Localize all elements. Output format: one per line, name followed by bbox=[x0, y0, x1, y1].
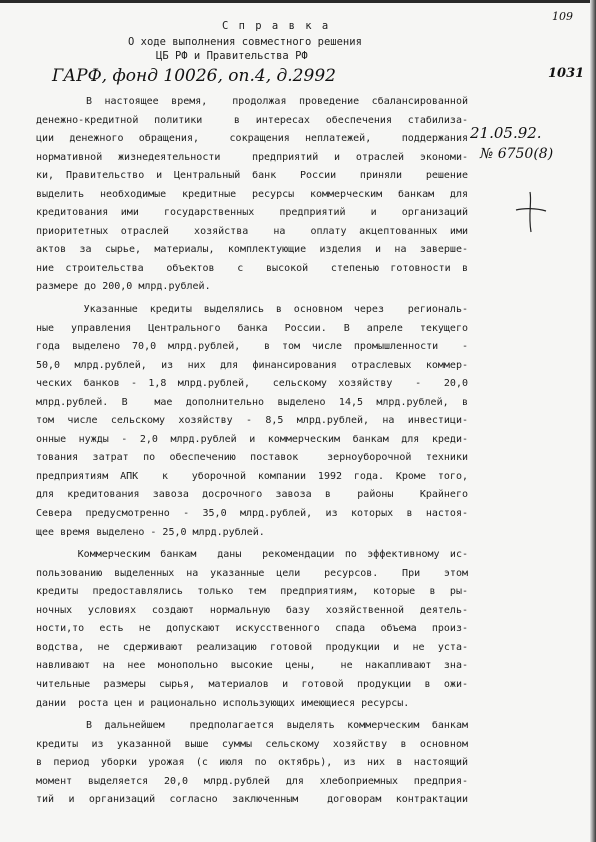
text-line: водства, не сдерживают реализацию готовой продукции и не уста- bbox=[36, 641, 468, 653]
text-line: чительные размеры сырья, материалов и готовой продукции в ожи- bbox=[36, 678, 468, 690]
text-line: денежно-кредитной политики в интересах обеспечения стабилиза- bbox=[36, 114, 468, 126]
text-line: ческих банков - 1,8 млрд.рублей, сельскому хозяйству - 20,0 bbox=[36, 378, 468, 390]
text-line: млрд.рублей. В мае дополнительно выделено 14,5 млрд.рублей, в bbox=[36, 396, 468, 408]
document-subtitle-line1: О ходе выполнения совместного решения bbox=[128, 36, 362, 48]
text-line: года выделено 70,0 млрд.рублей, в том числе промышленности - bbox=[36, 341, 468, 353]
text-line: тий и организаций согласно заключенным договорам контрактации bbox=[36, 794, 468, 806]
text-line: дании роста цен и рационально использующих имеющиеся ресурсы. bbox=[36, 697, 410, 709]
paragraph-4 bbox=[36, 717, 468, 810]
text-line: предприятиям АПК к уборочной компании 1992 года. Кроме того, bbox=[36, 470, 468, 482]
text-line: тования затрат по обеспечению поставок зерноуборочной техники bbox=[36, 452, 468, 464]
text-line: кредитования ими государственных предприятий и организаций bbox=[36, 207, 468, 219]
text-line: момент выделяется 20,0 млрд.рублей для хлебоприемных предприя- bbox=[36, 775, 468, 787]
text-line: 50,0 млрд.рублей, из них для финансирования отраслевых коммер- bbox=[36, 359, 468, 371]
text-line: Коммерческим банкам даны рекомендации по эффективному ис- bbox=[36, 549, 468, 561]
text-line: размере до 200,0 млрд.рублей. bbox=[36, 281, 211, 293]
text-line: выделить необходимые кредитные ресурсы коммерческим банкам для bbox=[36, 188, 468, 200]
text-line: щее время выделено - 25,0 млрд.рублей. bbox=[36, 526, 265, 538]
text-line: онные нужды - 2,0 млрд.рублей и коммерческим банкам для креди- bbox=[36, 433, 468, 445]
text-line: В настоящее время, продолжая проведение сбалансированной bbox=[36, 96, 468, 107]
handwritten-mark-icon bbox=[510, 190, 550, 234]
text-line: Севера предусмотренно - 35,0 млрд.рублей, из которых в настоя- bbox=[36, 508, 468, 520]
document-title: С п р а в к а bbox=[222, 20, 331, 32]
handwritten-doc-number: № 6750(8) bbox=[480, 146, 554, 162]
document-body bbox=[36, 93, 468, 810]
document-subtitle-line2: ЦБ РФ и Правительства РФ bbox=[156, 50, 308, 62]
handwritten-date: 21.05.92. bbox=[470, 124, 542, 142]
text-line: навливают на нее монопольно высокие цены, не накапливают зна- bbox=[36, 660, 468, 672]
archive-reference: ГАРФ, фонд 10026, оп.4, д.2992 bbox=[52, 66, 336, 86]
text-line: том числе сельскому хозяйству - 8,5 млрд.рублей, на инвестици- bbox=[36, 415, 468, 427]
text-line: кредиты предоставлялись только тем предприятиям, которые в ры- bbox=[36, 586, 468, 598]
paragraph-2 bbox=[36, 301, 468, 542]
text-line: для кредитования завоза досрочного завоза в районы Крайнего bbox=[36, 489, 468, 501]
text-line: нормативной жизнедеятельности предприятий и отраслей экономи- bbox=[36, 151, 468, 163]
text-line: пользованию выделенных на указанные цели ресурсов. При этом bbox=[36, 567, 468, 579]
text-line: в период уборки урожая (с июля по октябрь), из них в настоящий bbox=[36, 757, 468, 769]
text-line: ции денежного обращения, сокращения неплатежей, поддержания bbox=[36, 133, 468, 145]
text-line: ночных условиях создают нормальную базу хозяйственной деятель- bbox=[36, 604, 468, 616]
scan-edge-right bbox=[590, 0, 596, 842]
text-line: кредиты из указанной выше суммы сельскому хозяйству в основном bbox=[36, 738, 468, 750]
page-number: 109 bbox=[552, 10, 573, 23]
text-line: ки, Правительство и Центральный банк России приняли решение bbox=[36, 170, 468, 182]
text-line: В дальнейшем предполагается выделять коммерческим банкам bbox=[36, 720, 468, 732]
scan-edge-top bbox=[0, 0, 596, 3]
text-line: ные управления Центрального банка России. В апреле текущего bbox=[36, 322, 468, 334]
paragraph-1 bbox=[36, 93, 468, 297]
text-line: приоритетных отраслей хозяйства на оплату акцептованных ими bbox=[36, 225, 468, 237]
paragraph-3 bbox=[36, 546, 468, 713]
text-line: актов за сырье, материалы, комплектующие изделия и на заверше- bbox=[36, 244, 468, 256]
text-line: Указанные кредиты выделялись в основном через региональ- bbox=[36, 304, 468, 316]
side-number: 1031 bbox=[548, 66, 585, 81]
text-line: ности,то есть не допускают искусственного спада объема произ- bbox=[36, 623, 468, 635]
text-line: ние строительства объектов с высокой степенью готовности в bbox=[36, 262, 468, 274]
